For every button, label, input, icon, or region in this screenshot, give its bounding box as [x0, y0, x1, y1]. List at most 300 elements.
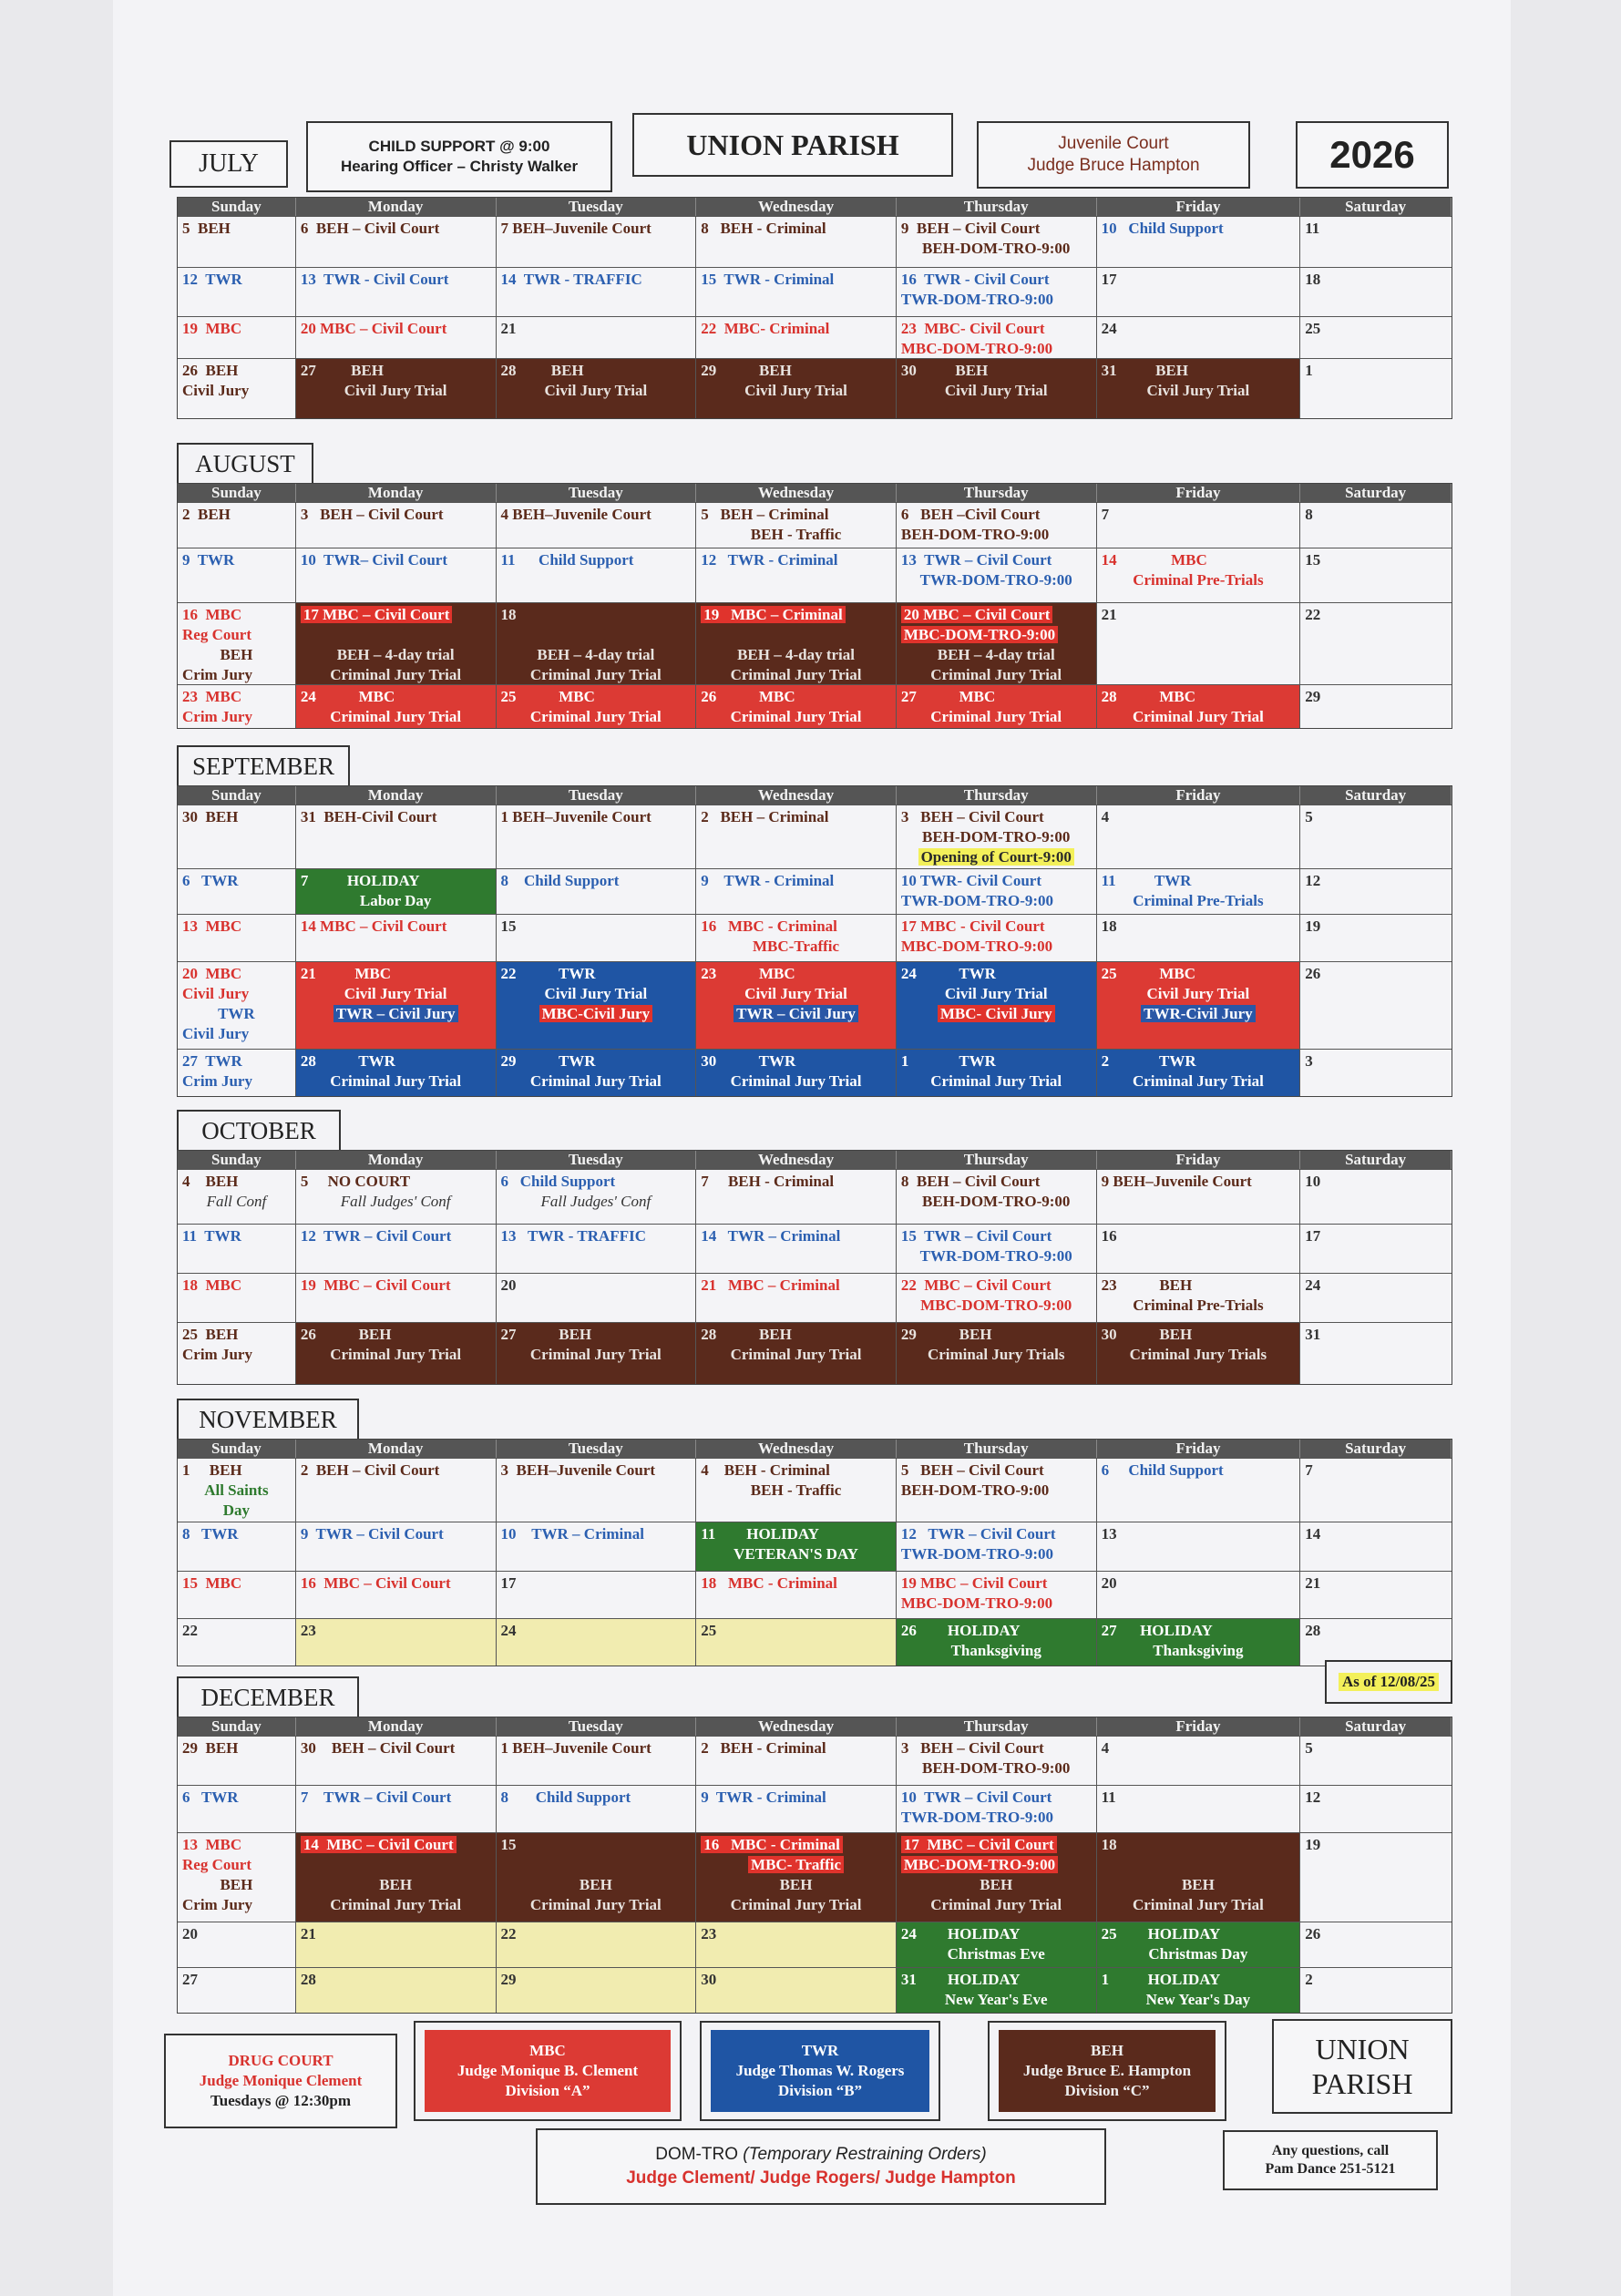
day-cell[interactable]: [696, 359, 897, 418]
day-cell[interactable]: [1300, 1968, 1452, 2013]
day-cell[interactable]: [296, 1274, 497, 1322]
day-cell[interactable]: [1300, 805, 1452, 868]
cell-entry: 21: [1305, 1574, 1321, 1592]
cell-entry: 29: [1305, 688, 1321, 705]
day-cell[interactable]: [497, 1274, 697, 1322]
day-cell[interactable]: [1300, 1522, 1452, 1571]
weekday-label: Sunday: [178, 1717, 296, 1736]
day-cell[interactable]: [696, 548, 897, 602]
cell-entry: BEH-DOM-TRO-9:00: [922, 240, 1071, 257]
drug-court-judge: Judge Monique Clement: [199, 2072, 363, 2089]
day-cell[interactable]: [897, 1050, 1097, 1096]
day-cell[interactable]: [296, 503, 497, 548]
month-table-september: [177, 785, 1452, 1097]
cell-entry: 6 BEH – Civil Court: [300, 220, 440, 237]
day-cell[interactable]: [296, 359, 497, 418]
day-cell[interactable]: [696, 1737, 897, 1785]
day-cell[interactable]: [696, 962, 897, 1049]
cell-entry: 26: [1305, 965, 1321, 982]
day-cell[interactable]: [897, 1225, 1097, 1273]
cell-entry: 24 MBC: [300, 688, 395, 705]
cell-entry: 14 MBC – Civil Court: [301, 1836, 457, 1853]
day-cell[interactable]: [497, 1170, 697, 1224]
cell-entry: 27 MBC: [900, 688, 996, 705]
day-cell[interactable]: [897, 603, 1097, 684]
day-cell[interactable]: [1300, 317, 1452, 358]
day-cell[interactable]: [296, 1572, 497, 1618]
weekday-label: Tuesday: [497, 1717, 697, 1736]
cell-entry: 19 MBC – Civil Court: [900, 1574, 1048, 1592]
day-cell[interactable]: [696, 1170, 897, 1224]
month-table-august: [177, 483, 1452, 729]
day-cell[interactable]: [897, 1833, 1097, 1922]
day-cell[interactable]: [696, 1323, 897, 1384]
day-cell[interactable]: [1300, 1459, 1452, 1522]
day-cell[interactable]: [1300, 1786, 1452, 1832]
day-cell[interactable]: [897, 1968, 1097, 2013]
day-cell[interactable]: [1097, 869, 1301, 914]
day-cell[interactable]: [1097, 548, 1301, 602]
day-cell[interactable]: [897, 805, 1097, 868]
day-cell[interactable]: [696, 1225, 897, 1273]
day-cell[interactable]: [178, 317, 296, 358]
day-cell[interactable]: [497, 217, 697, 267]
day-cell[interactable]: [1097, 1968, 1301, 2013]
day-cell[interactable]: [696, 685, 897, 728]
day-cell[interactable]: [296, 962, 497, 1049]
day-cell[interactable]: [897, 317, 1097, 358]
cell-entry: 15: [1305, 551, 1321, 569]
cell-entry: 19 MBC – Criminal: [701, 606, 846, 623]
day-cell[interactable]: [1097, 1572, 1301, 1618]
cell-entry: Criminal Pre-Trials: [1133, 1297, 1264, 1314]
day-cell[interactable]: [1300, 1833, 1452, 1922]
day-cell[interactable]: [696, 1968, 897, 2013]
day-cell[interactable]: [296, 603, 497, 684]
weekday-header: [178, 786, 1452, 805]
day-cell[interactable]: [296, 1323, 497, 1384]
day-cell[interactable]: [696, 1050, 897, 1096]
day-cell[interactable]: [497, 915, 697, 961]
year-box: [1296, 121, 1449, 189]
cell-entry: 21: [300, 1925, 316, 1942]
cell-entry: Crim Jury: [182, 1072, 252, 1090]
cell-entry: [501, 626, 505, 643]
day-cell[interactable]: [1097, 217, 1301, 267]
cell-entry: 21: [1101, 606, 1117, 623]
as-of-text: As of 12/08/25: [1339, 1673, 1439, 1691]
day-cell[interactable]: [178, 359, 296, 418]
day-cell[interactable]: [497, 548, 697, 602]
day-cell[interactable]: [696, 805, 897, 868]
cell-entry: 12: [1305, 872, 1321, 889]
day-cell[interactable]: [296, 1225, 497, 1273]
weekday-header: [178, 1151, 1452, 1169]
cell-entry: TWR – Civil Jury: [333, 1005, 458, 1022]
cell-entry: Civil Jury Trial: [944, 985, 1048, 1002]
day-cell[interactable]: [1300, 1274, 1452, 1322]
day-cell[interactable]: [1097, 1922, 1301, 1967]
day-cell[interactable]: [296, 1786, 497, 1832]
day-cell[interactable]: [1300, 603, 1452, 684]
day-cell[interactable]: [497, 1619, 697, 1666]
day-cell[interactable]: [296, 805, 497, 868]
cell-entry: Criminal Jury Trial: [529, 1346, 662, 1363]
day-cell[interactable]: [497, 1833, 697, 1922]
weekday-label: Wednesday: [696, 786, 897, 805]
dom-tro-subtitle: (Temporary Restraining Orders): [743, 2145, 987, 2164]
day-cell[interactable]: [696, 1522, 897, 1571]
month-table-december: [177, 1717, 1452, 2014]
day-cell[interactable]: [296, 1050, 497, 1096]
day-cell[interactable]: [897, 685, 1097, 728]
day-cell[interactable]: [178, 1274, 296, 1322]
cell-entry: 5 BEH – Criminal: [701, 506, 829, 523]
cell-entry: TWR-Civil Jury: [1141, 1005, 1255, 1022]
cell-entry: 6 TWR: [182, 1789, 239, 1806]
cell-entry: BEH - Traffic: [750, 1481, 842, 1499]
day-cell[interactable]: [178, 1833, 296, 1922]
day-cell[interactable]: [897, 1323, 1097, 1384]
day-cell[interactable]: [1097, 962, 1301, 1049]
day-cell[interactable]: [696, 869, 897, 914]
day-cell[interactable]: [897, 503, 1097, 548]
day-cell[interactable]: [1300, 915, 1452, 961]
day-cell[interactable]: [497, 359, 697, 418]
day-cell[interactable]: [296, 548, 497, 602]
cell-entry: BEH: [379, 1876, 413, 1893]
day-cell[interactable]: [1300, 1050, 1452, 1096]
week-row: [178, 1922, 1452, 1967]
cell-entry: 3 BEH – Civil Court: [300, 506, 444, 523]
weekday-label: Saturday: [1300, 484, 1452, 502]
day-cell[interactable]: [178, 1737, 296, 1785]
month-label-october: [177, 1110, 341, 1150]
cell-entry: BEH – 4-day trial: [737, 646, 855, 663]
day-cell[interactable]: [1097, 1833, 1301, 1922]
cell-entry: Criminal Jury Trial: [330, 1346, 462, 1363]
day-cell[interactable]: [696, 1619, 897, 1666]
day-cell[interactable]: [1300, 1922, 1452, 1967]
cell-entry: 11: [1101, 1789, 1116, 1806]
month-table-november: [177, 1439, 1452, 1666]
day-cell[interactable]: [497, 685, 697, 728]
weekday-header: [178, 1717, 1452, 1736]
cell-entry: 1 TWR: [900, 1052, 996, 1070]
month-label-september: [177, 745, 350, 785]
weekday-label: Monday: [296, 1151, 497, 1169]
cell-entry: BEH: [579, 1876, 612, 1893]
day-cell[interactable]: [497, 962, 697, 1049]
day-cell[interactable]: [497, 1922, 697, 1967]
day-cell[interactable]: [696, 217, 897, 267]
day-cell[interactable]: [1097, 1323, 1301, 1384]
day-cell[interactable]: [897, 359, 1097, 418]
cell-entry: Criminal Jury Trial: [529, 666, 662, 683]
day-cell[interactable]: [178, 1170, 296, 1224]
day-cell[interactable]: [897, 268, 1097, 316]
day-cell[interactable]: [696, 1833, 897, 1922]
day-cell[interactable]: [897, 1922, 1097, 1967]
cell-entry: 30: [701, 1971, 717, 1988]
day-cell[interactable]: [696, 603, 897, 684]
day-cell[interactable]: [178, 548, 296, 602]
drug-court-box: [164, 2034, 397, 2128]
day-cell[interactable]: [296, 869, 497, 914]
day-cell[interactable]: [296, 1968, 497, 2013]
day-cell[interactable]: [497, 603, 697, 684]
day-cell[interactable]: [296, 217, 497, 267]
day-cell[interactable]: [1300, 1737, 1452, 1785]
day-cell[interactable]: [178, 268, 296, 316]
cell-entry: 11 HOLIDAY: [701, 1525, 819, 1543]
cell-entry: 19 MBC – Civil Court: [300, 1276, 451, 1294]
cell-entry: 10: [1305, 1173, 1321, 1190]
month-table-october: [177, 1150, 1452, 1385]
weekday-header: [178, 198, 1452, 216]
day-cell[interactable]: [178, 1323, 296, 1384]
day-cell[interactable]: [497, 503, 697, 548]
day-cell[interactable]: [696, 915, 897, 961]
cell-entry: Criminal Jury Trial: [1132, 1896, 1264, 1913]
day-cell[interactable]: [497, 1968, 697, 2013]
cell-entry: 8: [1305, 506, 1313, 523]
cell-entry: 4: [1101, 1739, 1110, 1757]
day-cell[interactable]: [897, 1619, 1097, 1666]
day-cell[interactable]: [497, 1323, 697, 1384]
day-cell[interactable]: [1300, 869, 1452, 914]
day-cell[interactable]: [178, 1922, 296, 1967]
cell-entry: 10 TWR – Civil Court: [900, 1789, 1052, 1806]
day-cell[interactable]: [497, 268, 697, 316]
cell-entry: Criminal Jury Trial: [730, 1346, 862, 1363]
day-cell[interactable]: [178, 869, 296, 914]
cell-entry: 7 TWR – Civil Court: [300, 1789, 452, 1806]
cell-entry: 27 BEH: [500, 1326, 592, 1343]
cell-entry: 24 TWR: [900, 965, 996, 982]
day-cell[interactable]: [497, 1050, 697, 1096]
cell-entry: Criminal Jury Trial: [730, 708, 862, 725]
day-cell[interactable]: [296, 1522, 497, 1571]
week-row: [178, 602, 1452, 684]
week-row: [178, 1785, 1452, 1832]
week-row: [178, 914, 1452, 961]
day-cell[interactable]: [178, 1225, 296, 1273]
day-cell[interactable]: [897, 869, 1097, 914]
day-cell[interactable]: [497, 1737, 697, 1785]
cell-entry: Thanksgiving: [950, 1642, 1041, 1659]
cell-entry: Civil Jury Trial: [544, 382, 648, 399]
day-cell[interactable]: [178, 685, 296, 728]
day-cell[interactable]: [296, 1170, 497, 1224]
cell-entry: 23 MBC: [182, 688, 242, 705]
day-cell[interactable]: [897, 1274, 1097, 1322]
cell-entry: New Year's Eve: [944, 1991, 1048, 2008]
union-parish-stamp: [1272, 2019, 1452, 2114]
day-cell[interactable]: [178, 1572, 296, 1618]
weekday-label: Monday: [296, 786, 497, 805]
day-cell[interactable]: [296, 1737, 497, 1785]
day-cell[interactable]: [178, 1968, 296, 2013]
weekday-label: Friday: [1097, 1440, 1301, 1458]
day-cell[interactable]: [696, 1786, 897, 1832]
day-cell[interactable]: [696, 503, 897, 548]
cell-entry: 25 BEH: [182, 1326, 239, 1343]
day-cell[interactable]: [1097, 1619, 1301, 1666]
day-cell[interactable]: [897, 915, 1097, 961]
cell-entry: 28: [300, 1971, 316, 1988]
week-row: [178, 1832, 1452, 1922]
day-cell[interactable]: [1097, 1170, 1301, 1224]
cell-entry: 28 BEH: [701, 1326, 792, 1343]
day-cell[interactable]: [296, 915, 497, 961]
day-cell[interactable]: [696, 1572, 897, 1618]
cell-entry: 28 BEH: [500, 362, 584, 379]
day-cell[interactable]: [497, 1572, 697, 1618]
cell-entry: 20: [1101, 1574, 1117, 1592]
cell-entry: Criminal Jury Trial: [330, 1896, 462, 1913]
day-cell[interactable]: [178, 915, 296, 961]
day-cell[interactable]: [897, 1572, 1097, 1618]
day-cell[interactable]: [1097, 503, 1301, 548]
cell-entry: 20: [500, 1276, 517, 1294]
day-cell[interactable]: [1097, 1522, 1301, 1571]
weekday-label: Tuesday: [497, 786, 697, 805]
cell-entry: 31 HOLIDAY: [900, 1971, 1021, 1988]
day-cell[interactable]: [897, 1170, 1097, 1224]
day-cell[interactable]: [296, 1922, 497, 1967]
day-cell[interactable]: [1097, 603, 1301, 684]
day-cell[interactable]: [1300, 268, 1452, 316]
weekday-label: Sunday: [178, 786, 296, 805]
day-cell[interactable]: [696, 1922, 897, 1967]
day-cell[interactable]: [1300, 217, 1452, 267]
cell-entry: 8 TWR: [182, 1525, 239, 1543]
cell-entry: 30 TWR: [701, 1052, 796, 1070]
day-cell[interactable]: [897, 217, 1097, 267]
cell-entry: 18 MBC: [182, 1276, 242, 1294]
day-cell[interactable]: [178, 805, 296, 868]
header-month: JULY: [199, 149, 259, 178]
day-cell[interactable]: [1097, 359, 1301, 418]
day-cell[interactable]: [296, 1459, 497, 1522]
cell-entry: 28: [1305, 1622, 1321, 1639]
week-row: [178, 358, 1452, 418]
day-cell[interactable]: [178, 962, 296, 1049]
day-cell[interactable]: [1097, 1225, 1301, 1273]
day-cell[interactable]: [1097, 317, 1301, 358]
day-cell[interactable]: [178, 1459, 296, 1522]
day-cell[interactable]: [1097, 1050, 1301, 1096]
cell-entry: Civil Jury: [182, 382, 250, 399]
day-cell[interactable]: [497, 1459, 697, 1522]
day-cell[interactable]: [1300, 503, 1452, 548]
day-cell[interactable]: [1097, 805, 1301, 868]
day-cell[interactable]: [1097, 685, 1301, 728]
day-cell[interactable]: [497, 805, 697, 868]
twr-legend-division: Division “B”: [777, 2082, 863, 2099]
weekday-label: Wednesday: [696, 1151, 897, 1169]
cell-entry: 22 MBC – Civil Court: [900, 1276, 1052, 1294]
weekday-label: Wednesday: [696, 1440, 897, 1458]
day-cell[interactable]: [296, 1833, 497, 1922]
day-cell[interactable]: [1097, 1737, 1301, 1785]
day-cell[interactable]: [696, 1459, 897, 1522]
day-cell[interactable]: [1097, 915, 1301, 961]
day-cell[interactable]: [296, 685, 497, 728]
day-cell[interactable]: [1300, 1619, 1452, 1666]
day-cell[interactable]: [178, 1619, 296, 1666]
day-cell[interactable]: [897, 1459, 1097, 1522]
cell-entry: 8 Child Support: [500, 872, 620, 889]
day-cell[interactable]: [178, 503, 296, 548]
juvenile-court-box: [977, 121, 1250, 189]
cell-entry: 20 MBC: [182, 965, 242, 982]
day-cell[interactable]: [296, 268, 497, 316]
day-cell[interactable]: [497, 1522, 697, 1571]
day-cell[interactable]: [497, 1225, 697, 1273]
week-row: [178, 1618, 1452, 1666]
week-row: [178, 1169, 1452, 1224]
cell-entry: 19 MBC: [182, 320, 242, 337]
juvenile-judge: Judge Bruce Hampton: [1027, 156, 1200, 175]
cell-entry: Day: [222, 1502, 251, 1519]
cell-entry: 15: [500, 1836, 517, 1853]
day-cell[interactable]: [897, 1522, 1097, 1571]
day-cell[interactable]: [897, 1737, 1097, 1785]
twr-legend: [711, 2030, 929, 2112]
day-cell[interactable]: [1300, 1225, 1452, 1273]
day-cell[interactable]: [696, 268, 897, 316]
weekday-label: Saturday: [1300, 786, 1452, 805]
weekday-label: Saturday: [1300, 1151, 1452, 1169]
day-cell[interactable]: [1300, 548, 1452, 602]
day-cell[interactable]: [497, 1786, 697, 1832]
day-cell[interactable]: [1300, 1323, 1452, 1384]
day-cell[interactable]: [178, 1050, 296, 1096]
day-cell[interactable]: [897, 962, 1097, 1049]
day-cell[interactable]: [696, 317, 897, 358]
day-cell[interactable]: [178, 603, 296, 684]
cell-entry: 9 TWR – Civil Court: [300, 1525, 444, 1543]
day-cell[interactable]: [1300, 962, 1452, 1049]
cell-entry: 24: [500, 1622, 517, 1639]
day-cell[interactable]: [178, 1522, 296, 1571]
day-cell[interactable]: [1097, 268, 1301, 316]
day-cell[interactable]: [1300, 1170, 1452, 1224]
day-cell[interactable]: [178, 217, 296, 267]
cell-entry: 25 HOLIDAY: [1101, 1925, 1221, 1942]
day-cell[interactable]: [1097, 1274, 1301, 1322]
day-cell[interactable]: [178, 1786, 296, 1832]
cell-entry: 29 BEH: [182, 1739, 239, 1757]
day-cell[interactable]: [1300, 685, 1452, 728]
week-row: [178, 548, 1452, 602]
day-cell[interactable]: [897, 548, 1097, 602]
day-cell[interactable]: [296, 1619, 497, 1666]
day-cell[interactable]: [897, 1786, 1097, 1832]
day-cell[interactable]: [696, 1274, 897, 1322]
day-cell[interactable]: [1300, 359, 1452, 418]
day-cell[interactable]: [497, 869, 697, 914]
day-cell[interactable]: [1300, 1572, 1452, 1618]
day-cell[interactable]: [1097, 1786, 1301, 1832]
day-cell[interactable]: [1097, 1459, 1301, 1522]
cell-entry: 21 MBC: [300, 965, 391, 982]
cell-entry: TWR: [218, 1005, 255, 1022]
day-cell[interactable]: [497, 317, 697, 358]
day-cell[interactable]: [296, 317, 497, 358]
